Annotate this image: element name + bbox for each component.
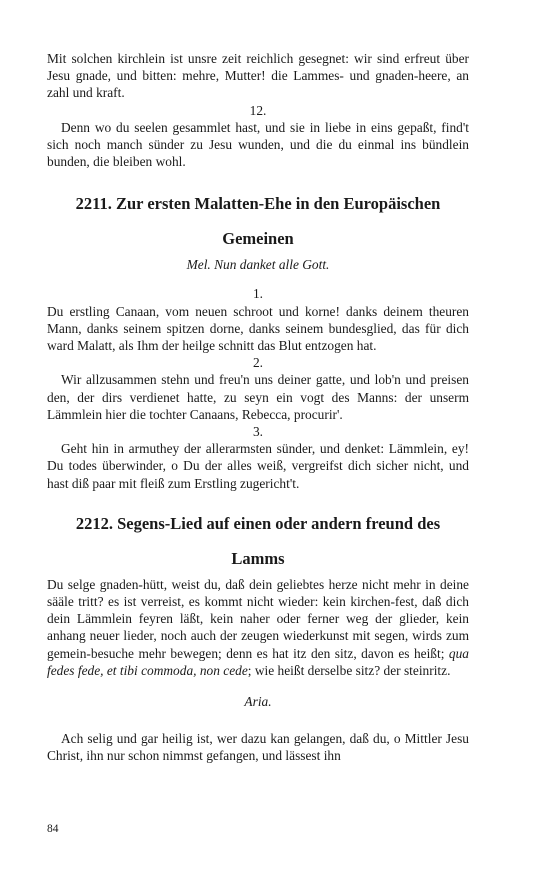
aria-heading: Aria. [244,694,272,710]
hymn-2212-text-end: ; wie heißt derselbe sitz? der steinritz. [247,662,451,678]
hymn-2212-title [47,506,469,576]
verse-text: Geht hin in armuthey der allerarmsten sünder, und denket: Lämmlein, ey! Du todes überwinder, o Du der alles weiß, vergreifst dich sicher nicht, und hast diß paar mit fleiß zum Erstling zugericht't. [47,441,469,491]
hymn-2211-title [47,186,469,256]
hymn-2212-text: Du selge gnaden-hütt, weist du, daß dein geliebtes herze nicht mehr in deine sääle tritt? es ist verreist, es kommt nicht wieder: kein kirchen-fest, daß dich dein Lämmlein feyren läßt, kein naher oder ferner weg der glieder, kein anhang neuer lieder, noch auch der zeugen wiederkunst mit segen, wirds zum gemein-besuche mehr bewegen; denn es hat itz den sitz, davon es heißt; [47,576,469,661]
intro-verse-text: Denn wo du seelen gesammlet hast, und sie in liebe in eins gepaßt, find't sich noch manch sünder zu Jesu wunden, und die du einmal ins bündlein bunden, die bleiben wohl. [47,119,469,170]
verse-number: 12. [249,102,267,118]
verse-number: 2. [252,355,264,371]
intro-paragraph: Mit solchen kirchlein ist unsre zeit reichlich gesegnet: wir sind erfreut über Jesu gnade, und bitten: mehre, Mutter! die Lammes- und gnaden-heere, an zahl und kraft. [47,51,469,101]
hymn-2212-title-line1: 2212. Segens-Lied auf einen oder andern freund des [75,513,441,533]
page-body [47,50,469,764]
hymn-2212-title-line2: Lamms [231,548,285,568]
hymn-2211-title-line2: Gemeinen [222,229,294,249]
hymn-2212-paragraph [47,576,469,679]
hymn-2211-melody: Mel. Nun danket alle Gott. [186,257,330,273]
verse-number: 1. [252,286,264,302]
verse-text: Wir allzusammen stehn und freu'n uns deiner gatte, und lob'n und preisen den, der dirs verdienet hatte, zu seyn ein vogt des Manns: der unserm Lämmlein hier die tochter Canaans, Rebecca, procurir'. [47,372,469,422]
verse-number: 3. [252,424,264,440]
page-number: 84 [47,823,59,835]
latin-quote: qua fedes fede, et tibi commoda, non cede [47,645,469,678]
hymn-2211-title-line1: 2211. Zur ersten Malatten-Ehe in den Europäischen [75,194,441,214]
verse-text: Du erstling Canaan, vom neuen schroot und korne! danks deinem theuren Mann, danks seinem spitzen dorne, danks seinem bundesglied, das für dich ward Malatt, als Ihm der heilge schnitt das Blut entzogen hat. [47,303,469,354]
aria-text: Ach selig und gar heilig ist, wer dazu kan gelangen, daß du, o Mittler Jesu Christ, ihn nur schon nimmst gefangen, und lässest ihn [47,731,469,764]
